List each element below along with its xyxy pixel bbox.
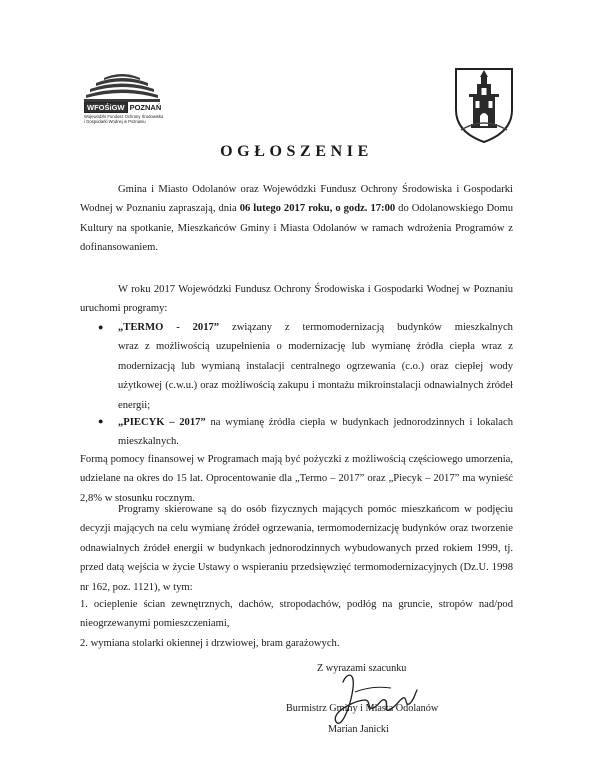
financing-line-3: 2,8% w stosunku rocznym. (80, 492, 196, 504)
intro-line-4: dofinansowaniem. (80, 242, 158, 254)
termo-line-4: użytkowej (c.w.u.) oraz możliwością zakupu i montażu mikroinstalacji odnawialnych źródeł (118, 380, 513, 392)
piecyk-line-2: mieszkalnych. (118, 436, 179, 448)
eligibility-line-3: odnawialnych źródeł energii w budynkach jednorodzinnych wybudowanych przed rokiem 1999, tj. (80, 542, 513, 554)
bullet-icon: ● (98, 416, 104, 426)
eligibility-line-4: przed datą wejścia w życie Ustawy o wspieraniu przedsięwzięć termomodernizacyjnych (Dz.U. 1998 (80, 562, 513, 574)
piecyk-name: „PIECYK – 2017” (118, 417, 206, 428)
closing-greeting: Z wyrazami szacunku (317, 663, 407, 674)
wfosigw-logo (78, 70, 188, 136)
town-crest-tower-icon (453, 66, 515, 144)
termo-line-1 (118, 318, 513, 337)
programs-intro-line-2: uruchomi programy: (80, 303, 168, 315)
programs-intro (80, 280, 513, 319)
page-title: OGŁOSZENIE (220, 143, 373, 160)
intro-line-3: Kultury na spotkanie, Mieszkańców Gminy i Miasta Odolanów w ramach wdrożenia Programów z (80, 222, 513, 234)
signature-block (280, 660, 480, 760)
logo-sub-line2: i Gospodarki Wodnej w Poznaniu (84, 119, 146, 124)
logo-brand (84, 103, 161, 112)
eligibility-paragraph (80, 500, 513, 597)
financing-line-2: udzielane na okres do 15 lat. Oprocentowanie dla „Termo – 2017” oraz „Piecyk – 2017” ma wynieść (80, 473, 513, 485)
termo-line-1-text: związany z termomodernizacją budynków mieszkalnych (231, 322, 513, 333)
list-item-1: 1. ocieplenie ścian zewnętrznych, dachów, stropodachów, podłóg na gruncie, stropów nad/pod (80, 599, 513, 610)
termo-line-3: modernizacją lub wymianą instalacji centralnego ogrzewania (c.o.) oraz ciepłej wody (118, 360, 513, 372)
list-item-2: 2. wymiana stolarki okiennej i drzwiowej, bram garażowych. (80, 637, 340, 649)
intro-line-2 (80, 199, 513, 218)
intro-paragraph (80, 180, 513, 258)
eligibility-line-2: decyzji mających na celu wymianę źródeł ogrzewania, termomodernizację budynków oraz tworzenie (80, 523, 513, 535)
intro-line-1: Gmina i Miasto Odolanów oraz Wojewódzki Fundusz Ochrony Środowiska i Gospodarki (118, 184, 513, 195)
eligibility-line-5: nr 162, poz. 1121), w tym: (80, 581, 193, 593)
termo-line-2: wraz z możliwością uzupełnienia o modernizację lub wymianę źródła ciepła wraz z (118, 341, 513, 353)
intro-line-2a: Wodnej w Poznaniu zapraszają, dnia (80, 203, 240, 215)
eligibility-line-1: Programy skierowane są do osób fizycznych mających pomóc mieszkańcom w podjęciu (118, 504, 513, 515)
signatory-role: Burmistrz Gminy i Miasta Odolanów (286, 703, 439, 714)
intro-line-2c: do Odolanowskiego Domu (395, 203, 513, 215)
meeting-date: 06 lutego 2017 roku, o godz. 17:00 (239, 203, 396, 215)
logo-subtitle (84, 114, 194, 124)
signatory-name: Marian Janicki (328, 724, 389, 735)
logo-brand-boxed: WFOŚiGW (84, 102, 128, 113)
piecyk-line-1-text: na wymianę źródła ciepła w budynkach jednorodzinnych i lokalach (205, 417, 513, 428)
piecyk-program (118, 413, 513, 452)
financing-line-1: Formą pomocy finansowej w Programach mają być pożyczki z możliwością częściowego umorzenia, (80, 454, 513, 465)
bullet-icon: ● (98, 322, 104, 332)
list-item-1-cont: nieogrzewanymi pomieszczeniami, (80, 618, 230, 630)
termo-program (118, 318, 513, 415)
logo-brand-city: POZNAŃ (129, 103, 162, 112)
logo-stripes-icon (82, 72, 162, 102)
termo-line-5: energii; (118, 399, 151, 411)
measures-list (80, 595, 513, 653)
programs-intro-line-1: W roku 2017 Wojewódzki Fundusz Ochrony Środowiska i Gospodarki Wodnej w Poznaniu (118, 284, 513, 295)
piecyk-line-1 (118, 413, 513, 432)
termo-name: „TERMO - 2017” (118, 322, 220, 333)
handwritten-signature (325, 670, 420, 730)
logo-sub-line1: Wojewódzki Fundusz Ochrony Środowiska (84, 114, 164, 119)
